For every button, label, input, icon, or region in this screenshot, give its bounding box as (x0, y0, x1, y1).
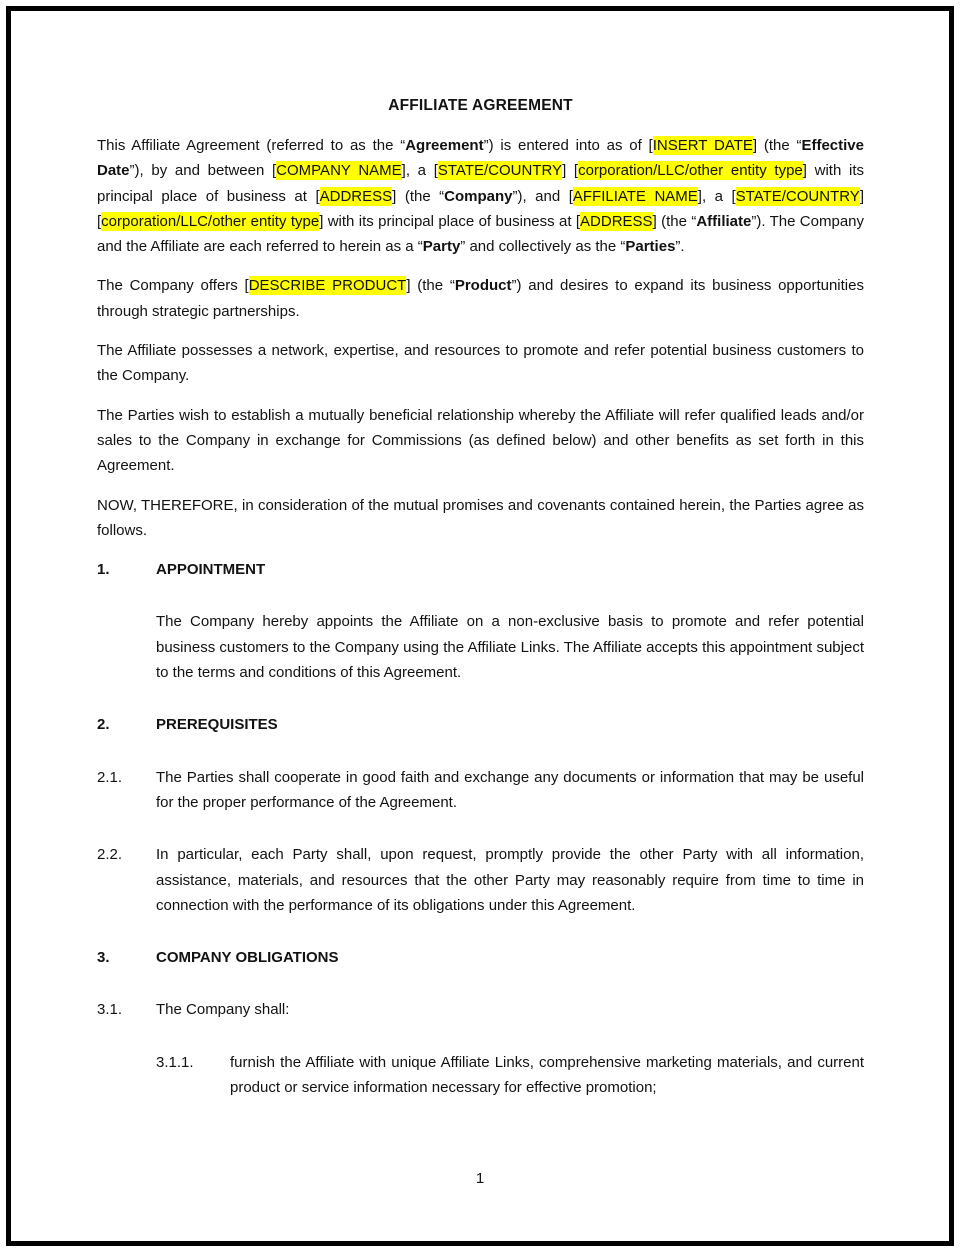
text-run: ”). The Company and the Affiliate are each referred to herein as a “ (97, 212, 864, 256)
text-run: furnish the Affiliate with unique Affiliate Links, comprehensive marketing materials, and current product or service information necessary for effective promotion; (230, 1053, 864, 1097)
section-heading (97, 945, 864, 970)
document-content (97, 93, 864, 1127)
bold-text: Affiliate (696, 212, 752, 230)
text-run: ] [ (562, 162, 579, 180)
bold-text: Product (454, 277, 512, 295)
document-title: AFFILIATE AGREEMENT (388, 97, 573, 114)
section-heading (97, 712, 864, 737)
text-run: ”. (675, 238, 685, 256)
text-run: ] with its principal place of business at [ (319, 212, 581, 230)
clause-number: 1. (97, 561, 110, 579)
page-number: 1 (475, 1170, 485, 1187)
bold-text: Effective Date (97, 137, 864, 180)
placeholder-highlight: STATE/COUNTRY (735, 187, 860, 205)
clause-number: 2.2. (97, 846, 123, 864)
clause-number: 3. (97, 949, 110, 967)
text-run: ”), by and between [ (129, 162, 277, 180)
clause-number: 3.1.1. (156, 1053, 194, 1071)
bold-text: Party (422, 238, 461, 256)
text-run: The Parties shall cooperate in good faith and exchange any documents or information that may be useful for the proper performance of the Agreement. (156, 768, 864, 811)
paragraph (97, 493, 864, 544)
text-run: ] (the “ (652, 212, 697, 230)
text-run: ] (the “ (406, 277, 455, 295)
placeholder-highlight: AFFILIATE NAME (572, 187, 698, 205)
section-heading (97, 557, 864, 582)
text-run: ”), and [ (512, 187, 573, 205)
placeholder-highlight: corporation/LLC/other entity type (101, 212, 320, 230)
text-run: ], a [ (401, 162, 438, 180)
placeholder-highlight: ADDRESS (580, 212, 653, 230)
placeholder-highlight: STATE/COUNTRY (437, 162, 563, 180)
numbered-clause (97, 765, 864, 816)
paragraph (97, 338, 864, 389)
placeholder-highlight: DESCRIBE PRODUCT (248, 277, 407, 295)
clause-number: 3.1. (97, 1001, 123, 1019)
clause-number: 2.1. (97, 768, 123, 786)
paragraph (97, 403, 864, 479)
text-run: The Parties wish to establish a mutually beneficial relationship whereby the Affiliate will refer qualified leads and/or sales to the Company in exchange for Commissions (as defined below) and other benefits as set forth in this Agreement. (97, 406, 864, 475)
paragraph (97, 133, 864, 259)
document-body (97, 133, 864, 1100)
text-run: NOW, THEREFORE, in consideration of the mutual promises and covenants contained herein, the Parties agree as follows. (97, 496, 864, 539)
text-run: ], a [ (697, 187, 736, 205)
text-run: The Company offers [ (97, 277, 249, 295)
text-run: ] (the “ (392, 187, 445, 205)
bold-text: Company (444, 187, 513, 205)
text-run: ] (the “ (752, 137, 802, 154)
bold-text: Parties (625, 238, 676, 256)
text-run: ” and collectively as the “ (460, 238, 626, 256)
bold-text: Agreement (405, 137, 484, 154)
numbered-clause (97, 1050, 864, 1101)
text-run: ] with its principal place of business at [ (97, 162, 864, 205)
text-run: ] [ (97, 187, 864, 230)
numbered-clause (97, 997, 864, 1022)
text-run: ”) and desires to expand its business opportunities through strategic partnerships. (97, 277, 864, 320)
placeholder-highlight: ADDRESS (319, 187, 393, 205)
text-run: ”) is entered into as of [ (483, 137, 653, 154)
paragraph (97, 273, 864, 324)
placeholder-highlight: COMPANY NAME (276, 162, 402, 180)
section-title: COMPANY OBLIGATIONS (156, 949, 339, 967)
text-run: The Affiliate possesses a network, expertise, and resources to promote and refer potential business customers to the Company. (97, 342, 864, 385)
section-title: APPOINTMENT (156, 561, 266, 579)
clause-number: 2. (97, 716, 110, 734)
placeholder-highlight: corporation/LLC/other entity type (578, 162, 803, 180)
text-run: The Company hereby appoints the Affiliate on a non-exclusive basis to promote and refer potential business customers to the Company using the Affiliate Links. The Affiliate accepts this appointment subject to the terms and conditions of this Agreement. (156, 613, 864, 682)
text-run: This Affiliate Agreement (referred to as the “ (97, 137, 406, 154)
placeholder-highlight: INSERT DATE (652, 137, 753, 154)
text-run: The Company shall: (156, 1001, 290, 1019)
text-run: In particular, each Party shall, upon request, promptly provide the other Party with all information, assistance, materials, and resources that the other Party may reasonably require from time to time in connection with the performance of its obligations under this Agreement. (156, 846, 864, 914)
numbered-clause (97, 842, 864, 918)
paragraph (97, 609, 864, 685)
section-title: PREREQUISITES (156, 716, 278, 734)
